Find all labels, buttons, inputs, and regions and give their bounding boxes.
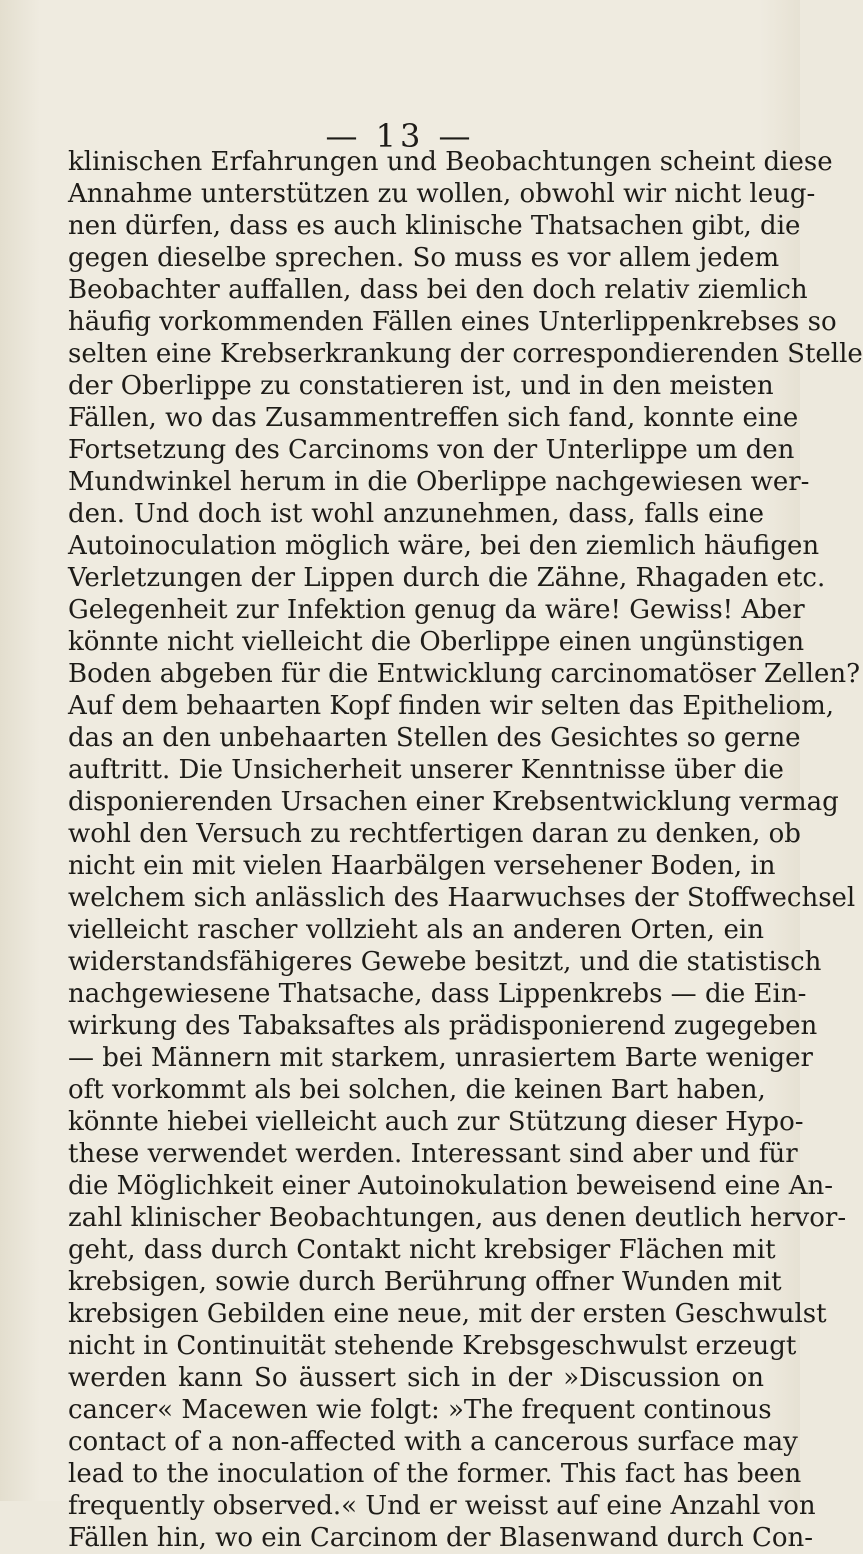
text-line: nicht ein mit vielen Haarbälgen versehener Boden, in (68, 851, 776, 881)
text-line: werden kann So äussert sich in der »Discussion on (68, 1363, 764, 1393)
text-line: Fortsetzung des Carcinoms von der Unterlippe um den (68, 435, 795, 465)
text-line: vielleicht rascher vollzieht als an anderen Orten, ein (68, 915, 764, 945)
text-line: disponierenden Ursachen einer Krebsentwicklung vermag (68, 787, 839, 817)
text-line: Auf dem behaarten Kopf finden wir selten das Epitheliom, (68, 691, 835, 721)
text-line: klinischen Erfahrungen und Beobachtungen scheint diese (68, 147, 833, 177)
text-line: cancer« Macewen wie folgt: »The frequent continous (68, 1395, 772, 1425)
text-line: Fällen, wo das Zusammentreffen sich fand, konnte eine (68, 403, 799, 433)
text-line: nicht in Continuität stehende Krebsgeschwulst erzeugt (68, 1331, 797, 1361)
text-line: krebsigen, sowie durch Berührung offner Wunden mit (68, 1267, 782, 1297)
text-line: auftritt. Die Unsicherheit unserer Kenntnisse über die (68, 755, 784, 785)
text-line: gegen dieselbe sprechen. So muss es vor allem jedem (68, 243, 780, 273)
text-line: die Möglichkeit einer Autoinokulation beweisend eine An- (68, 1171, 834, 1201)
text-line: oft vorkommt als bei solchen, die keinen Bart haben, (68, 1075, 766, 1105)
page-number: — 13 — (325, 117, 475, 155)
text-line: these verwendet werden. Interessant sind aber und für (68, 1139, 798, 1169)
text-line: das an den unbehaarten Stellen des Gesichtes so gerne (68, 723, 801, 753)
text-line: krebsigen Gebilden eine neue, mit der ersten Geschwulst (68, 1299, 827, 1329)
text-line: Fällen hin, wo ein Carcinom der Blasenwand durch Con- (68, 1523, 814, 1553)
text-line: häufig vorkommenden Fällen eines Unterlippenkrebses so (68, 307, 837, 337)
text-line: könnte hiebei vielleicht auch zur Stützung dieser Hypo- (68, 1107, 804, 1137)
text-line: frequently observed.« Und er weisst auf eine Anzahl von (68, 1491, 816, 1521)
text-line: könnte nicht vielleicht die Oberlippe einen ungünstigen (68, 627, 805, 657)
text-line: Annahme unterstützen zu wollen, obwohl wir nicht leug- (68, 179, 816, 209)
text-line: selten eine Krebserkrankung der correspondierenden Stelle (68, 339, 863, 369)
text-line: den. Und doch ist wohl anzunehmen, dass, falls eine (68, 499, 764, 529)
text-line: contact of a non-affected with a cancerous surface may (68, 1427, 798, 1457)
text-line: Autoinoculation möglich wäre, bei den ziemlich häufigen (68, 531, 820, 561)
text-line: — bei Männern mit starkem, unrasiertem Barte weniger (68, 1043, 813, 1073)
text-line: wirkung des Tabaksaftes als prädisponierend zugegeben (68, 1011, 818, 1041)
text-line: zahl klinischer Beobachtungen, aus denen deutlich hervor- (68, 1203, 847, 1233)
text-line: lead to the inoculation of the former. This fact has been (68, 1459, 802, 1489)
text-line: wohl den Versuch zu rechtfertigen daran zu denken, ob (68, 819, 801, 849)
body-text (68, 146, 863, 1554)
text-line: Verletzungen der Lippen durch die Zähne, Rhagaden etc. (68, 563, 826, 593)
text-line: der Oberlippe zu constatieren ist, und in den meisten (68, 371, 774, 401)
text-line: Beobachter auffallen, dass bei den doch relativ ziemlich (68, 275, 808, 305)
text-line: Boden abgeben für die Entwicklung carcinomatöser Zellen? (68, 659, 861, 689)
text-line: geht, dass durch Contakt nicht krebsiger Flächen mit (68, 1235, 776, 1265)
text-line: welchem sich anlässlich des Haarwuchses der Stoffwechsel (68, 883, 856, 913)
text-line: nen dürfen, dass es auch klinische Thatsachen gibt, die (68, 211, 801, 241)
text-line: Mundwinkel herum in die Oberlippe nachgewiesen wer- (68, 467, 810, 497)
text-line: nachgewiesene Thatsache, dass Lippenkrebs — die Ein- (68, 979, 807, 1009)
text-line: widerstandsfähigeres Gewebe besitzt, und die statistisch (68, 947, 822, 977)
text-line: Gelegenheit zur Infektion genug da wäre! Gewiss! Aber (68, 595, 805, 625)
